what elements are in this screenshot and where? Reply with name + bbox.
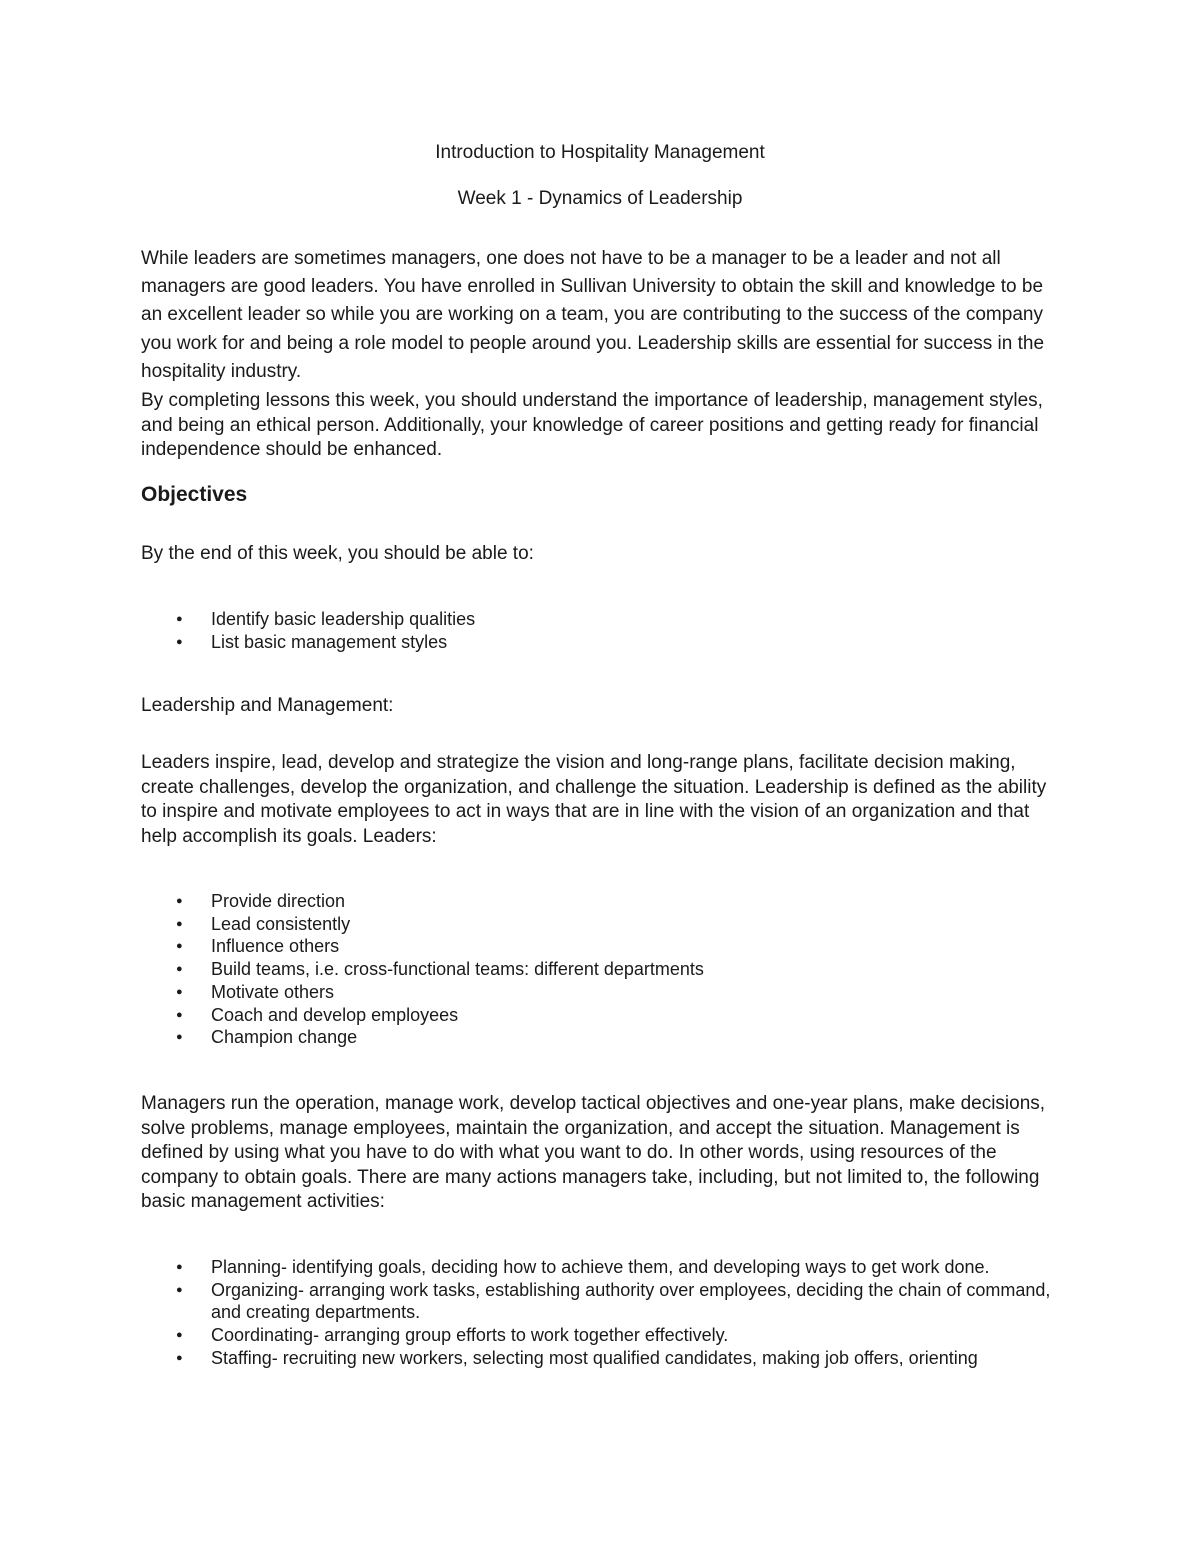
document-title: Introduction to Hospitality Management	[435, 142, 765, 163]
list-item: ● Motivate others	[141, 981, 1059, 1004]
leadership-paragraph: Leaders inspire, lead, develop and strategize the vision and long-range plans, facilitate decision making, create challenges, develop the organization, and challenge the situation. Leadership is defined as the ability to inspire and motivate employees to act in ways that are in line with the vision of an organization and that help accomplish its goals. Leaders:	[141, 752, 1047, 847]
objectives-lead: By the end of this week, you should be able to:	[141, 543, 534, 564]
list-item: ● Influence others	[141, 935, 1059, 958]
intro-paragraph-2: By completing lessons this week, you should understand the importance of leadership, management styles, and being an ethical person. Additionally, your knowledge of career positions and getting ready for financial independence should be enhanced.	[141, 390, 1043, 460]
list-item: ● Staffing- recruiting new workers, selecting most qualified candidates, making job offers, orienting	[141, 1347, 1059, 1370]
management-paragraph: Managers run the operation, manage work, develop tactical objectives and one-year plans, make decisions, solve problems, manage employees, maintain the organization, and accept the situation. Management is defined by using what you have to do with what you want to do. In other words, using resources of the company to obtain goals. There are many actions managers take, including, but not limited to, the following basic management activities:	[141, 1093, 1046, 1213]
intro-paragraph-1: While leaders are sometimes managers, one does not have to be a manager to be a leader and not all managers are good leaders. You have enrolled in Sullivan University to obtain the skill and knowledge to be an excellent leader so while you are working on a team, you are contributing to the success of the company you work for and being a role model to people around you. Leadership skills are essential for success in the hospitality industry.	[141, 248, 1045, 382]
objectives-list	[141, 608, 1059, 653]
leaders-list	[141, 890, 1059, 1049]
list-item: ● Coordinating- arranging group efforts to work together effectively.	[141, 1324, 1059, 1347]
list-item: ● Champion change	[141, 1026, 1059, 1049]
document-subtitle: Week 1 - Dynamics of Leadership	[457, 188, 743, 209]
objectives-heading: Objectives	[141, 483, 248, 506]
list-item: ● Identify basic leadership qualities	[141, 608, 1059, 631]
list-item: ● Provide direction	[141, 890, 1059, 913]
list-item: ● Build teams, i.e. cross-functional teams: different departments	[141, 958, 1059, 981]
leadership-heading: Leadership and Management:	[141, 695, 394, 716]
list-item: ● Planning- identifying goals, deciding how to achieve them, and developing ways to get work done.	[141, 1256, 1059, 1279]
list-item: ● Lead consistently	[141, 913, 1059, 936]
list-item: ● List basic management styles	[141, 631, 1059, 654]
list-item: ● Organizing- arranging work tasks, establishing authority over employees, deciding the chain of command, and creating departments.	[141, 1279, 1059, 1324]
list-item: ● Coach and develop employees	[141, 1004, 1059, 1027]
management-activities-list	[141, 1256, 1059, 1370]
